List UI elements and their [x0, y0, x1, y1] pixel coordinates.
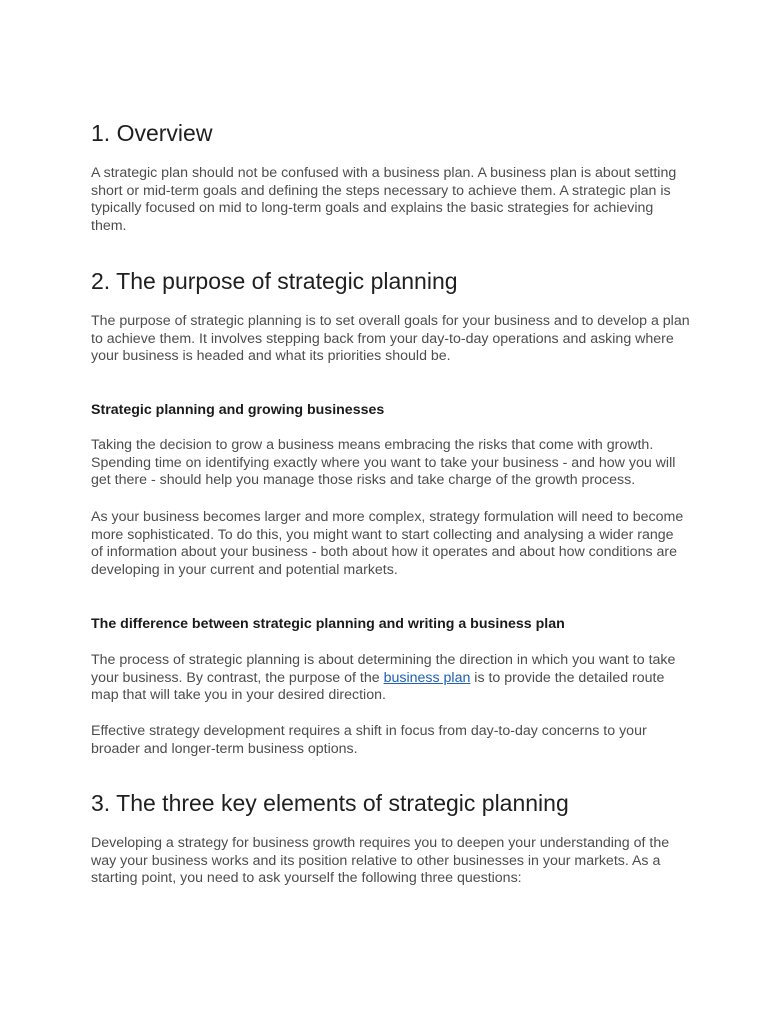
text-line: them. [91, 217, 127, 234]
heading-purpose: 2. The purpose of strategic planning [91, 268, 458, 294]
text-line [91, 670, 691, 688]
paragraph-difference-2 [91, 723, 691, 758]
text-line: of information about your business - both about how it operates and about how conditions are [91, 544, 678, 560]
paragraph-key-elements [91, 835, 691, 888]
business-plan-link[interactable]: business plan [383, 669, 471, 686]
text-line: The purpose of strategic planning is to set overall goals for your business and to develop a plan [91, 313, 690, 329]
text-line: starting point, you need to ask yourself the following three questions: [91, 870, 522, 886]
text-line: short or mid-term goals and defining the steps necessary to achieve them. A strategic plan is [91, 182, 671, 199]
text-line: map that will take you in your desired direction. [91, 687, 386, 703]
text-line: Developing a strategy for business growth requires you to deepen your understanding of the [91, 835, 670, 851]
subheading-difference: The difference between strategic planning and writing a business plan [91, 616, 565, 632]
text-line: way your business works and its position relative to other businesses in your markets. As a [91, 852, 661, 869]
text-line: Taking the decision to grow a business means embracing the risks that come with growth. [91, 437, 654, 453]
text-line: broader and longer-term business options. [91, 740, 358, 757]
text-line: The process of strategic planning is about determining the direction in which you want to take [91, 652, 676, 668]
text-line: more sophisticated. To do this, you might want to start collecting and analysing a wider range [91, 526, 674, 543]
text-line: Spending time on identifying exactly where you want to take your business - and how you will [91, 454, 676, 471]
text-line: get there - should help you manage those risks and take charge of the growth process. [91, 472, 636, 488]
paragraph-growing-1 [91, 437, 691, 490]
text-line: your business is headed and what its priorities should be. [91, 348, 451, 364]
paragraph-overview [91, 165, 691, 235]
text-line: to achieve them. It involves stepping back from your day-to-day operations and asking where [91, 330, 674, 347]
text-line: A strategic plan should not be confused with a business plan. A business plan is about setting [91, 165, 677, 181]
text-segment: is to provide the detailed route [470, 669, 665, 686]
heading-overview: 1. Overview [91, 120, 213, 146]
paragraph-growing-2 [91, 509, 691, 579]
paragraph-difference-1 [91, 652, 691, 705]
text-line: developing in your current and potential markets. [91, 561, 398, 578]
paragraph-purpose [91, 313, 691, 366]
heading-key-elements: 3. The three key elements of strategic planning [91, 790, 569, 816]
text-line: Effective strategy development requires a shift in focus from day-to-day concerns to your [91, 723, 647, 739]
subheading-growing-businesses: Strategic planning and growing businesses [91, 402, 385, 418]
text-line: typically focused on mid to long-term goals and explains the basic strategies for achieving [91, 200, 654, 216]
text-line: As your business becomes larger and more complex, strategy formulation will need to become [91, 509, 684, 525]
text-segment: your business. By contrast, the purpose of the [91, 669, 384, 686]
